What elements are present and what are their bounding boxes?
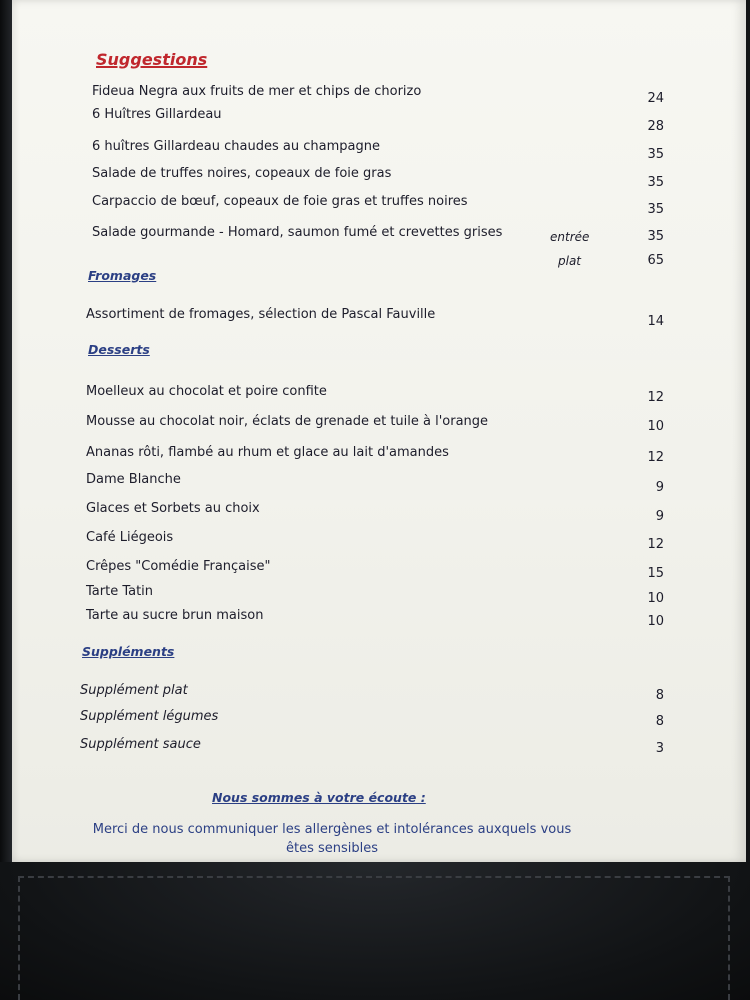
menu-item-price: 9 xyxy=(655,509,664,524)
menu-item-name: Fideua Negra aux fruits de mer et chips de chorizo xyxy=(92,84,422,99)
section-heading-suggestions: Suggestions xyxy=(96,50,208,69)
menu-item-price: 10 xyxy=(647,419,664,434)
menu-item-price: 35 xyxy=(647,202,664,217)
cover-stitching xyxy=(728,876,730,1000)
menu-item-name: Tarte au sucre brun maison xyxy=(86,608,264,623)
menu-item-price: 28 xyxy=(647,119,664,134)
menu-item-price: 35 xyxy=(647,147,664,162)
notice-title: Nous sommes à votre écoute : xyxy=(212,790,426,805)
cover-stitching xyxy=(18,876,20,1000)
menu-item-price: 35 xyxy=(647,175,664,190)
menu-item-price: 9 xyxy=(655,480,664,495)
menu-item-price: 10 xyxy=(647,591,664,606)
menu-cover-left xyxy=(0,0,12,1000)
menu-item-name: Crêpes "Comédie Française" xyxy=(86,559,271,574)
menu-item-price: 14 xyxy=(647,314,664,329)
menu-item-price: 15 xyxy=(647,566,664,581)
section-heading-supplements: Suppléments xyxy=(82,644,175,659)
menu-item-name: Glaces et Sorbets au choix xyxy=(86,501,260,516)
menu-item-price: 35 xyxy=(647,229,664,244)
menu-item-name: Ananas rôti, flambé au rhum et glace au lait d'amandes xyxy=(86,445,449,460)
menu-item-name: Salade gourmande - Homard, saumon fumé et crevettes grises xyxy=(92,225,503,240)
allergen-notice-line: Merci de nous communiquer les allergènes et intolérances auxquels vous xyxy=(92,822,572,837)
menu-item-name: Moelleux au chocolat et poire confite xyxy=(86,384,327,399)
menu-item-price: 24 xyxy=(647,91,664,106)
menu-item-name: Supplément légumes xyxy=(80,709,219,724)
portion-label-plat: plat xyxy=(558,254,582,268)
menu-item-name: Dame Blanche xyxy=(86,472,181,487)
menu-item-price: 8 xyxy=(655,714,664,729)
menu-item-price: 8 xyxy=(655,688,664,703)
menu-item-name: Supplément sauce xyxy=(80,737,201,752)
section-heading-desserts: Desserts xyxy=(88,342,150,357)
menu-item-name: Assortiment de fromages, sélection de Pascal Fauville xyxy=(86,307,436,322)
menu-item-name: Tarte Tatin xyxy=(86,584,154,599)
menu-item-name: 6 huîtres Gillardeau chaudes au champagne xyxy=(92,139,380,154)
menu-item-name: Carpaccio de bœuf, copeaux de foie gras et truffes noires xyxy=(92,194,468,209)
menu-item-name: Mousse au chocolat noir, éclats de grenade et tuile à l'orange xyxy=(86,414,489,429)
menu-item-price: 65 xyxy=(647,253,664,268)
menu-item-price: 12 xyxy=(647,537,664,552)
menu-cover-bottom xyxy=(0,862,750,1000)
menu-item-name: Supplément plat xyxy=(80,683,188,698)
cover-stitching xyxy=(18,876,730,878)
section-heading-fromages: Fromages xyxy=(88,268,157,283)
menu-item-name: 6 Huîtres Gillardeau xyxy=(92,107,222,122)
portion-label-entree: entrée xyxy=(550,230,590,244)
menu-item-name: Salade de truffes noires, copeaux de foie gras xyxy=(92,166,392,181)
menu-item-price: 3 xyxy=(655,741,664,756)
menu-item-price: 10 xyxy=(647,614,664,629)
menu-page xyxy=(12,0,746,862)
menu-item-price: 12 xyxy=(647,450,664,465)
menu-item-name: Café Liégeois xyxy=(86,530,174,545)
allergen-notice-line: êtes sensibles xyxy=(285,841,379,856)
allergen-notice xyxy=(32,820,632,858)
menu-item-price: 12 xyxy=(647,390,664,405)
